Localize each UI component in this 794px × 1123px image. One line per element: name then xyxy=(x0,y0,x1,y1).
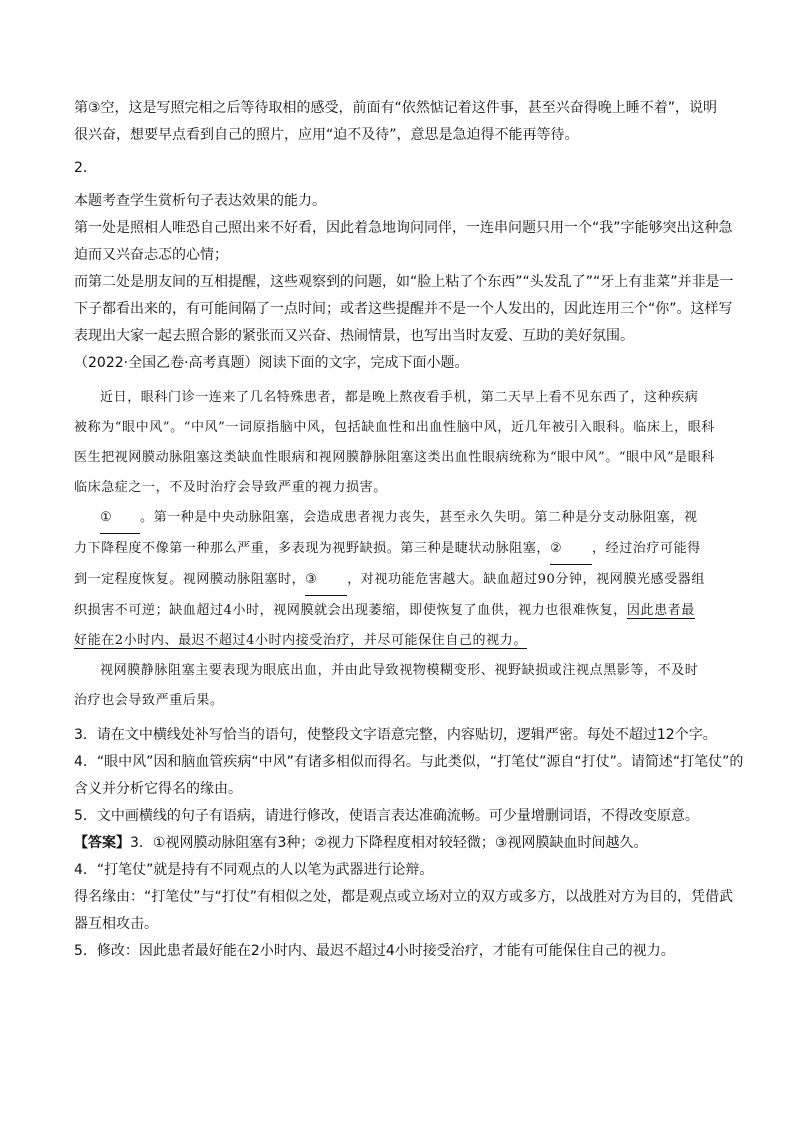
q2-line-1: 本题考查学生赏析句子表达效果的能力。 xyxy=(74,193,326,209)
passage-p2-text-3b: ，对视功能危害越大。缺血超过90分钟，视网膜光感受器组 xyxy=(347,572,705,587)
answer-4-line-1: 4．“打笔仗”就是持有不同观点的人以笔为武器进行论辩。 xyxy=(74,862,434,878)
blank-2: ② xyxy=(550,534,592,565)
passage-p2-line-3 xyxy=(74,565,722,596)
document-page xyxy=(74,95,744,965)
blank-1: ① xyxy=(100,503,140,534)
passage-p2-text-2a: 力下降程度不像第一种那么严重，多表现为视野缺损。第三种是睫状动脉阻塞， xyxy=(74,541,551,556)
answer-4-line-3: 器互相攻击。 xyxy=(74,916,158,932)
q2-line-4: 而第二处是朋友间的互相提醒，这些观察到的问题，如“脸上粘了个东西”“头发乱了”“牙上有韭菜”并非是一 xyxy=(74,274,734,290)
answer-3-line xyxy=(74,830,722,857)
q2-line-3: 迫而又兴奋忐忑的心情； xyxy=(74,247,228,263)
q2-number: 2． xyxy=(74,160,97,176)
question-4-line-2: 含义并分析它得名的缘由。 xyxy=(74,781,242,797)
passage-p1-line-1: 近日，眼科门诊一连来了几名特殊患者，都是晚上熬夜看手机，第二天早上看不见东西了，这种疾病 xyxy=(100,390,699,405)
passage-p2-text-4a: 织损害不可逆；缺血超过4小时，视网膜就会出现萎缩，即使恢复了血供，视力也很难恢复， xyxy=(74,603,627,618)
passage-p1-line-3: 医生把视网膜动脉阻塞这类缺血性眼病和视网膜静脉阻塞这类出血性眼病统称为“眼中风”。“眼中风”是眼科 xyxy=(74,450,715,465)
question-5: 5．文中画横线的句子有语病，请进行修改，使语言表达准确流畅。可少量增删词语，不得改变原意。 xyxy=(74,808,699,824)
question-4-line-1: 4．“眼中风”因和脑血管疾病“中风”有诸多相似而得名。与此类似，“打笔仗”源自“打仗”。请简述“打笔仗”的 xyxy=(74,754,744,770)
blank-3: ③ xyxy=(305,565,347,596)
q2-line-2: 第一处是照相人唯恐自己照出来不好看，因此着急地询问同伴，一连串问题只用一个“我”字能够突出这种急 xyxy=(74,220,733,236)
passage-p2-text-1: 。第一种是中央动脉阻塞，会造成患者视力丧失，甚至永久失明。第二种是分支动脉阻塞，视 xyxy=(140,510,698,525)
passage-p2-line-2 xyxy=(74,534,722,565)
answer-label: 【答案】 xyxy=(74,835,130,851)
prev-answer-line-1: 第③空，这是写照完相之后等待取相的感受，前面有“依然惦记着这件事，甚至兴奋得晚上睡不着”，说明 xyxy=(74,100,718,116)
passage-p3-line-2: 治疗也会导致严重后果。 xyxy=(74,693,224,708)
answer-5: 5．修改：因此患者最好能在2小时内、最迟不超过4小时接受治疗，才能有可能保住自己的视力。 xyxy=(74,943,675,959)
q2-line-5: 下子都看出来的，有可能间隔了一点时间；或者这些提醒并不是一个人发出的，因此连用三个“你”。这样写 xyxy=(74,301,733,317)
passage-p2-line-5 xyxy=(74,626,722,656)
underlined-sentence-part-1: 因此患者最 xyxy=(626,603,695,618)
passage-p3-line-1: 视网膜静脉阻塞主要表现为眼底出血，并由此导致视物模糊变形、视野缺损或注视点黑影等，不及时 xyxy=(100,663,699,678)
passage-p2-line-1 xyxy=(74,503,722,534)
underlined-sentence-part-2: 好能在2小时内、最迟不超过4小时内接受治疗，并尽可能保住自己的视力。 xyxy=(74,633,527,648)
answer-4-line-2: 得名缘由：“打笔仗”与“打仗”有相似之处，都是观点或立场对立的双方或多方，以战胜对方为目的，凭借武 xyxy=(74,889,734,905)
q2-line-6: 表现出大家一起去照合影的紧张而又兴奋、热闹情景，也写出当时友爱、互助的美好氛围。 xyxy=(74,328,634,344)
passage-p2-line-4 xyxy=(74,596,722,626)
question-3: 3．请在文中横线处补写恰当的语句，使整段文字语意完整，内容贴切，逻辑严密。每处不超过12个字。 xyxy=(74,727,717,743)
passage-p2-text-2b: ，经过治疗可能得 xyxy=(592,541,701,556)
passage-p1-line-4: 临床急症之一，不及时治疗会导致严重的视力损害。 xyxy=(74,480,387,495)
reading-passage xyxy=(74,383,722,716)
passage-p2-text-3a: 到一定程度恢复。视网膜动脉阻塞时， xyxy=(74,572,306,587)
source-line: （2022·全国乙卷·高考真题）阅读下面的文字，完成下面小题。 xyxy=(74,355,469,371)
passage-p1-line-2: 被称为“眼中风”。“中风”一词原指脑中风，包括缺血性和出血性脑中风，近几年被引入眼科。临床上，眼科 xyxy=(74,420,715,435)
prev-answer-line-2: 很兴奋，想要早点看到自己的照片，应用“迫不及待”，意思是急迫得不能再等待。 xyxy=(74,127,579,143)
answer-3: 3．①视网膜动脉阻塞有3种；②视力下降程度相对较轻微；③视网膜缺血时间越久。 xyxy=(130,835,648,851)
